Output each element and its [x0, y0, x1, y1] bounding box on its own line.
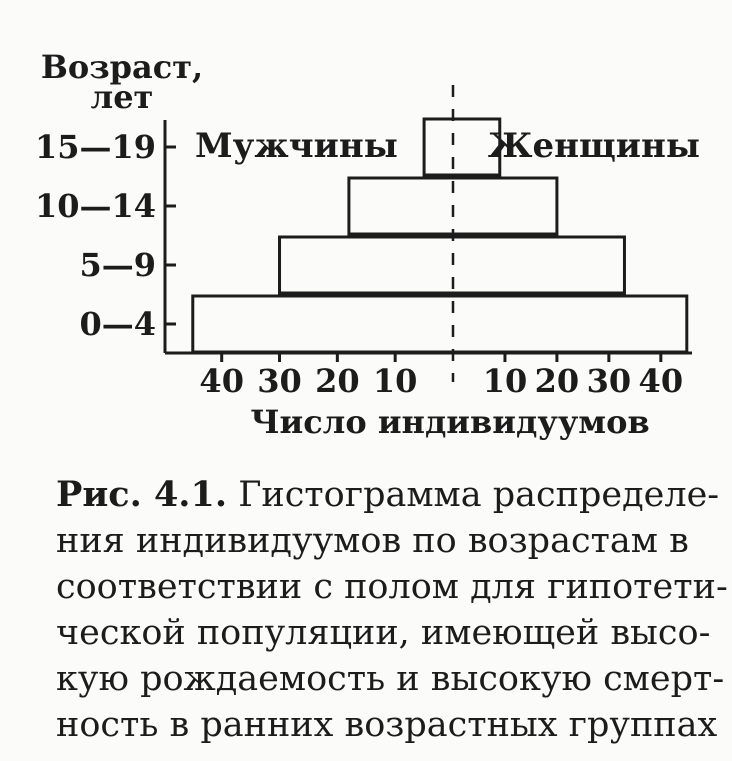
x-tick-label: 20	[534, 362, 580, 400]
x-tick-label: 40	[199, 362, 244, 400]
y-axis-label-line-2: лет	[90, 78, 154, 116]
caption-text-1: Гистограмма распределе-	[238, 475, 720, 515]
series-label-female: Женщины	[487, 126, 700, 166]
figure-label: Рис. 4.1.	[56, 474, 228, 515]
caption-line-2: ния индивидуумов по возрастам в	[56, 521, 689, 561]
caption-line-6: ность в ранних возрастных группах	[56, 705, 718, 745]
x-tick-label: 10	[372, 362, 418, 400]
y-tick-label: 0—4	[79, 305, 156, 343]
caption-line-4: ческой популяции, имеющей высо-	[56, 613, 711, 653]
x-tick-label: 40	[638, 362, 684, 400]
x-tick-label: 20	[315, 362, 360, 400]
series-label-male: Мужчины	[195, 126, 398, 166]
bar-0—4	[193, 296, 687, 352]
x-tick-label: 30	[257, 362, 302, 400]
y-tick-label: 10—14	[34, 187, 156, 225]
x-tick-label: 10	[482, 362, 528, 400]
figure-caption	[56, 472, 728, 748]
y-tick-label: 5—9	[79, 246, 156, 284]
caption-line-3: соответствии с полом для гипотети-	[56, 567, 728, 607]
y-axis-label-line-1: Возраст,	[40, 48, 204, 86]
x-tick-label: 30	[586, 362, 632, 400]
caption-line-5: кую рождаемость и высокую смерт-	[56, 659, 725, 699]
y-tick-label: 15—19	[34, 128, 156, 166]
x-axis-label: Число индивидуумов	[250, 403, 650, 441]
caption-line-1	[56, 472, 720, 518]
